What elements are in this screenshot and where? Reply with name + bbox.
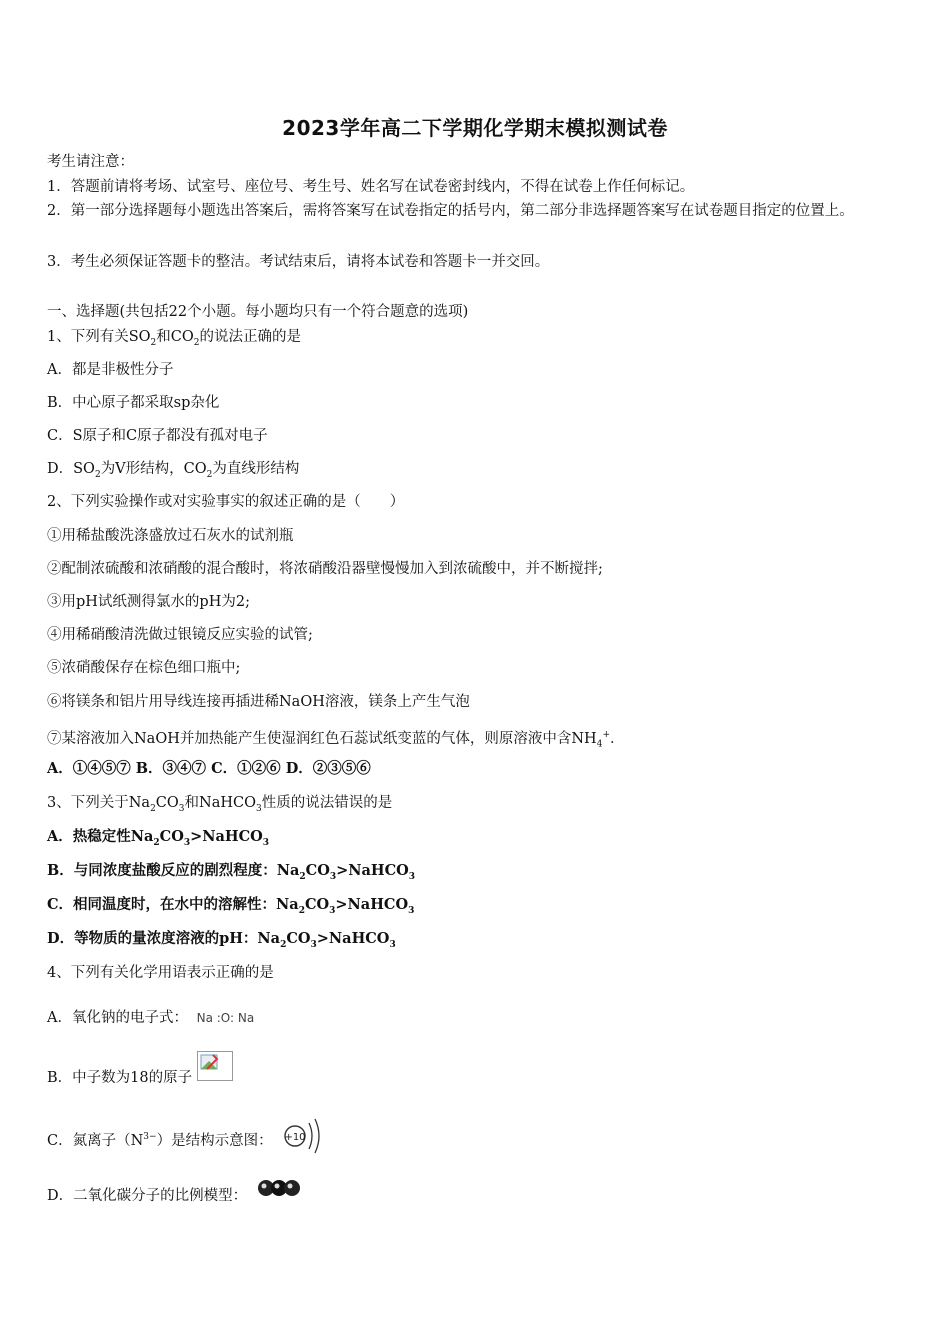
- question-3-option-a: A．热稳定性$Na_2CO_3>NaHCO_3$: [47, 828, 270, 848]
- ion-structure-diagram: [281, 1117, 327, 1155]
- notice-item-1: 1．答题前请将考场、试室号、座位号、考生号、姓名写在试卷密封线内，不得在试卷上作任何标记。: [47, 179, 695, 195]
- question-4-option-b: B．中子数为18的原子: [47, 1068, 233, 1088]
- page-title: 2023学年高二下学期化学期末模拟测试卷: [282, 116, 668, 140]
- notice-item-3: 3．考生必须保证答题卡的整洁。考试结束后，请将本试卷和答题卡一并交回。: [47, 254, 550, 270]
- question-4-option-c: C．氮离子$(N^{3-})$是结构示意图： +10: [47, 1127, 327, 1155]
- question-1-stem: 1、下列有关$SO_2$和$CO_2$的说法正确的是: [47, 329, 301, 348]
- section-heading: 一、选择题(共包括22个小题。每小题均只有一个符合题意的选项): [47, 304, 469, 320]
- question-3-option-b: B．与同浓度盐酸反应的剧烈程度：$Na_2CO_3>NaHCO_3$: [47, 862, 416, 882]
- question-3-option-c: C．相同温度时，在水中的溶解性：$Na_2CO_3>NaHCO_3$: [47, 896, 415, 916]
- nucleus-label: +10: [284, 1132, 306, 1143]
- question-1-option-d: D．$SO_2$为V形结构，$CO_2$为直线形结构: [47, 461, 300, 480]
- question-2-statement-1: ①用稀盐酸洗涤盛放过石灰水的试剂瓶: [47, 528, 294, 544]
- broken-image-icon: [197, 1051, 233, 1081]
- question-4-stem: 4、下列有关化学用语表示正确的是: [47, 965, 274, 981]
- question-2-statement-4: ④用稀硝酸清洗做过银镜反应实验的试管;: [47, 627, 313, 643]
- question-4-option-d: D．二氧化碳分子的比例模型：: [47, 1186, 302, 1206]
- co2-space-filling-model: [256, 1176, 302, 1200]
- question-2-stem: 2、下列实验操作或对实验事实的叙述正确的是（ ）: [47, 494, 405, 510]
- question-3-option-d: D．等物质的量浓度溶液的pH：$Na_2CO_3>NaHCO_3$: [47, 930, 396, 950]
- question-1-option-c: C．S原子和C原子都没有孤对电子: [47, 428, 268, 444]
- question-4-option-a: A．氧化钠的电子式： Na :O: Na: [47, 1010, 255, 1026]
- question-2-statement-5: ⑤浓硝酸保存在棕色细口瓶中;: [47, 660, 241, 676]
- notice-item-2: 2．第一部分选择题每小题选出答案后，需将答案写在试卷指定的括号内，第二部分非选择题答案写在试卷题目指定的位置上。: [47, 203, 854, 219]
- question-2-statement-2: ②配制浓硫酸和浓硝酸的混合酸时，将浓硝酸沿器壁慢慢加入到浓硫酸中，并不断搅拌;: [47, 561, 603, 577]
- notice-heading: 考生请注意：: [47, 154, 134, 170]
- question-3-stem: 3、下列关于$Na_2CO_3$和NaHCO$_3$性质的说法错误的是: [47, 795, 393, 814]
- question-2-statement-3: ③用pH试纸测得氯水的pH为2;: [47, 594, 250, 610]
- question-2-statement-6: ⑥将镁条和铝片用导线连接再插进稀NaOH溶液，镁条上产生气泡: [47, 694, 470, 710]
- question-2-options: A．①④⑤⑦ B．③④⑦ C．①②⑥ D．②③⑤⑥: [47, 760, 371, 777]
- question-1-option-a: A．都是非极性分子: [47, 362, 174, 378]
- question-1-option-b: B．中心原子都采取sp杂化: [47, 395, 220, 411]
- question-2-statement-7: ⑦某溶液加入NaOH并加热能产生使湿润红色石蕊试纸变蓝的气体，则原溶液中含$NH_4^+$．: [47, 730, 625, 750]
- electron-formula-figure: Na :O: Na: [196, 1011, 255, 1025]
